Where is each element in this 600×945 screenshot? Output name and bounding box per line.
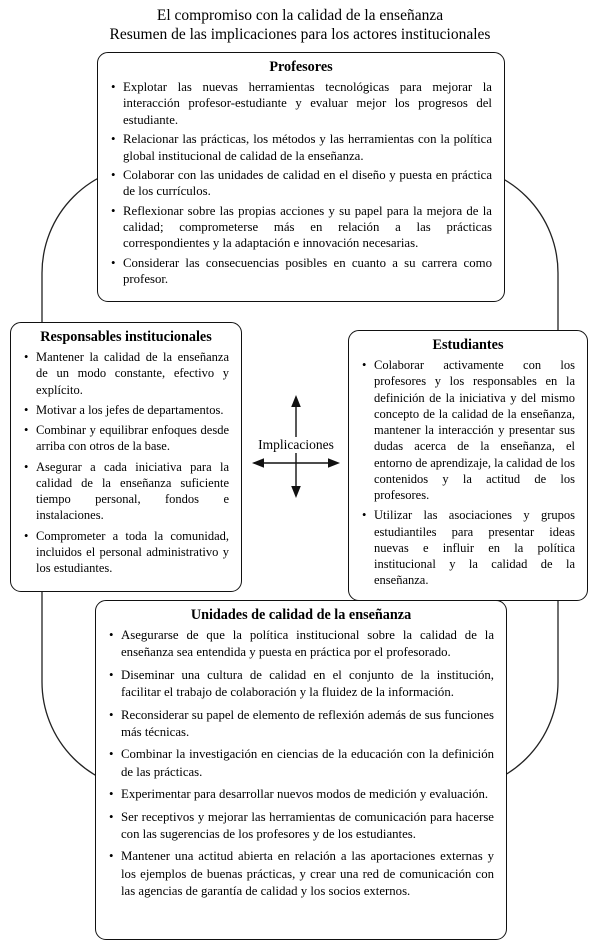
list-item: • Combinar la investigación en ciencias de la educación con la definición de las prácticas.	[108, 746, 494, 781]
box-profesores-list	[110, 79, 492, 288]
list-item: • Colaborar con las unidades de calidad en el diseño y puesta en práctica de los currículos.	[110, 167, 492, 200]
box-responsables-list	[23, 349, 229, 576]
title-line-1: El compromiso con la calidad de la enseñanza	[156, 7, 444, 24]
box-profesores-heading: Profesores	[269, 59, 333, 75]
list-item: • Explotar las nuevas herramientas tecnológicas para mejorar la interacción profesor-estudiante y evaluar mejor los progresos del estudiante.	[110, 79, 492, 128]
box-responsables-institucionales	[10, 322, 242, 592]
list-item: • Diseminar una cultura de calidad en el conjunto de la institución, facilitar el trabajo de colaboración y la fluidez de la información.	[108, 667, 494, 702]
list-item: • Combinar y equilibrar enfoques desde arriba con otros de la base.	[23, 422, 229, 455]
box-estudiantes-list	[361, 357, 575, 589]
list-item: • Reflexionar sobre las propias acciones y su papel para la mejora de la calidad; comprometerse más en relación a las prácticas correspondientes y la adaptación e innovación necesarias.	[110, 203, 492, 252]
list-item: • Ser receptivos y mejorar las herramientas de comunicación para hacerse con las sugerencias de los profesores y de los estudiantes.	[108, 809, 494, 844]
list-item: • Asegurar a cada iniciativa para la calidad de la enseñanza suficiente tiempo personal, fondos e instalaciones.	[23, 459, 229, 524]
list-item: • Utilizar las asociaciones y grupos estudiantiles para presentar ideas nuevas e influir en la política institucional y la calidad de la enseñanza.	[361, 507, 575, 588]
box-unidades-calidad	[95, 600, 507, 940]
list-item: • Experimentar para desarrollar nuevos modos de medición y evaluación.	[108, 786, 494, 803]
diagram-title	[0, 6, 600, 45]
list-item: • Comprometer a toda la comunidad, incluidos el personal administrativo y los estudiantes.	[23, 528, 229, 577]
title-line-2: Resumen de las implicaciones para los actores institucionales	[109, 26, 491, 44]
list-item: • Motivar a los jefes de departamentos.	[23, 402, 229, 418]
box-unidades-heading: Unidades de calidad de la enseñanza	[190, 607, 412, 623]
list-item: • Asegurarse de que la política institucional sobre la calidad de la enseñanza sea entendida y puesta en práctica por el profesorado.	[108, 627, 494, 662]
list-item: • Reconsiderar su papel de elemento de reflexión además de sus funciones más técnicas.	[108, 707, 494, 742]
box-estudiantes-heading: Estudiantes	[432, 337, 504, 353]
box-responsables-heading: Responsables institucionales	[40, 329, 212, 345]
list-item: • Mantener la calidad de la enseñanza de un modo constante, efectivo y explícito.	[23, 349, 229, 398]
center-label: Implicaciones	[255, 437, 337, 453]
list-item: • Considerar las consecuencias posibles en cuanto a su carrera como profesor.	[110, 255, 492, 288]
list-item: • Relacionar las prácticas, los métodos y las herramientas con la política global institucional de calidad de la enseñanza.	[110, 131, 492, 164]
arrow-right-icon	[328, 458, 340, 468]
box-unidades-list	[108, 627, 494, 900]
list-item: • Mantener una actitud abierta en relación a las aportaciones externas y los ejemplos de buenas prácticas, y crear una red de comunicación con las agencias de garantía de calidad y los socios externos.	[108, 848, 494, 900]
list-item: • Colaborar activamente con los profesores y los responsables en la definición de la iniciativa y del mismo concepto de la calidad de la enseñanza, mantener la interacción y presentar sus dudas acerca de la enseñanza, el entorno de aprendizaje, la calidad de los contenidos y la actitud de los profesores.	[361, 357, 575, 503]
arrow-down-icon	[291, 486, 301, 498]
arrow-left-icon	[252, 458, 330, 468]
box-estudiantes	[348, 330, 588, 601]
box-profesores	[97, 52, 505, 302]
